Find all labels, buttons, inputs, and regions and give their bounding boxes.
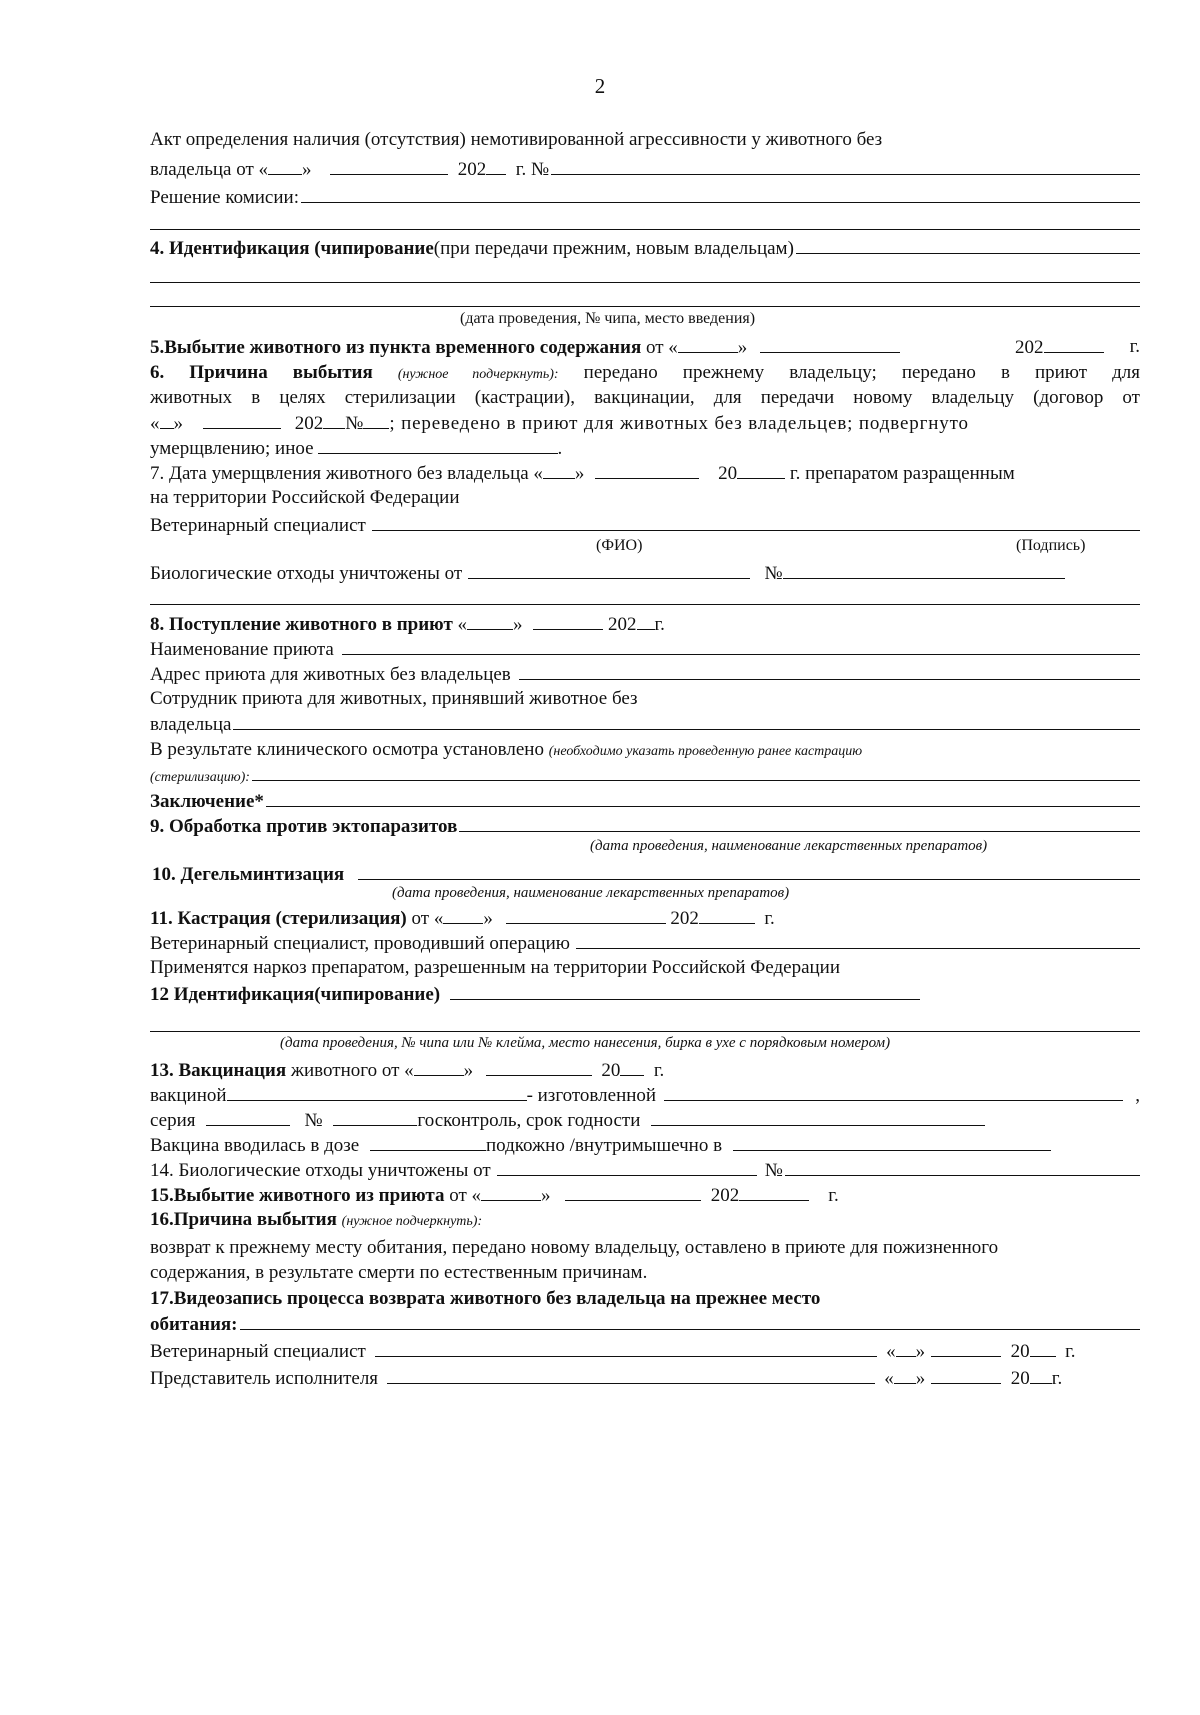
section-17-video-field[interactable]: [240, 1312, 1140, 1330]
section-7-q: »: [574, 463, 585, 484]
section-17-title-2: [150, 1312, 1140, 1338]
vaccine-dose-label: Вакцина вводилась в дозе: [150, 1135, 360, 1156]
exam-row-2: [150, 763, 1140, 789]
section-5-quote: »: [737, 337, 748, 358]
act-number-label: г. №: [515, 159, 550, 180]
signature-vet-q1: «: [886, 1341, 896, 1362]
section-11-day-field[interactable]: [443, 906, 483, 924]
exam-note: (необходимо указать проведенную ранее кастрацию: [548, 744, 863, 759]
section-15-row: [150, 1183, 1140, 1209]
section-17-title-1: [150, 1287, 1140, 1313]
section-8-day-field[interactable]: [467, 612, 513, 630]
section-15-year-field[interactable]: [739, 1183, 809, 1201]
exam-field[interactable]: [252, 763, 1140, 781]
section-5-year-field[interactable]: [1044, 335, 1104, 353]
section-16-row: [150, 1208, 1140, 1234]
section-6-year-field[interactable]: [323, 411, 345, 429]
section-14-no-label: №: [764, 1160, 783, 1181]
section-4-row: [150, 236, 1140, 262]
section-6-number-label: №: [345, 413, 364, 434]
section-11-row: [150, 906, 1140, 932]
section-13-day-field[interactable]: [414, 1058, 464, 1076]
section-6-month-field[interactable]: [203, 411, 281, 429]
vaccine-made-field[interactable]: [664, 1083, 1123, 1101]
signature-rep-q1: «: [884, 1368, 894, 1389]
signature-vet-year-field[interactable]: [1030, 1339, 1056, 1357]
section-15-q: »: [541, 1185, 551, 1206]
section-13-q: »: [463, 1060, 474, 1081]
shelter-address-label: Адрес приюта для животных без владельцев: [150, 664, 511, 685]
section-13-year-field[interactable]: [620, 1058, 644, 1076]
section-11-g: г.: [764, 908, 775, 929]
shelter-employee-line-1: Сотрудник приюта для животных, принявший животное без: [150, 688, 638, 709]
section-10-caption: (дата проведения, наименование лекарственных препаратов): [392, 885, 790, 901]
act-year-label: 202: [457, 159, 487, 180]
vaccine-route-label: подкожно /внутримышечно в: [485, 1135, 723, 1156]
act-decision-row: [150, 185, 1140, 211]
section-7-year-label: 20: [718, 463, 738, 484]
section-7-day-field[interactable]: [543, 461, 575, 479]
section-14-no-field[interactable]: [785, 1158, 1140, 1176]
section-6-day-field[interactable]: [160, 411, 174, 429]
act-month-field[interactable]: [330, 157, 448, 175]
act-number-field[interactable]: [551, 157, 1140, 175]
vaccine-no-label: №: [304, 1110, 323, 1131]
section-15-g: г.: [828, 1185, 839, 1206]
exam-label: В результате клинического осмотра установлено: [150, 739, 544, 760]
section-6-q1: «: [150, 413, 160, 434]
section-7-bio-no-field[interactable]: [783, 561, 1065, 579]
section-10-title: 10. Дегельминтизация: [152, 864, 345, 885]
section-6-dot: .: [557, 438, 563, 459]
shelter-address-row: [150, 662, 1140, 688]
section-16-line-1: возврат к прежнему месту обитания, передано новому владельцу, оставлено в приюте для пожизненного: [150, 1237, 999, 1258]
signature-vet-field[interactable]: [375, 1339, 877, 1357]
section-11-month-field[interactable]: [506, 906, 666, 924]
signature-rep-g: г.: [1051, 1368, 1063, 1389]
vaccine-field[interactable]: [227, 1083, 527, 1101]
shelter-employee-field[interactable]: [233, 712, 1140, 730]
vaccine-made-label: - изготовленной: [526, 1085, 657, 1106]
decision-field[interactable]: [301, 185, 1140, 203]
act-year-field[interactable]: [486, 157, 506, 175]
signature-rep-year-field[interactable]: [1030, 1366, 1052, 1384]
section-6-year-label: 202: [294, 413, 324, 434]
section-13-g: г.: [653, 1060, 665, 1081]
vaccine-series-field[interactable]: [206, 1108, 290, 1126]
section-6-number-field[interactable]: [363, 411, 389, 429]
vaccine-label: вакциной: [150, 1085, 227, 1106]
section-17-title: 17.Видеозапись процесса возврата животного без владельца на прежнее место: [150, 1288, 821, 1309]
signature-rep-q2: »: [915, 1368, 926, 1389]
vaccine-series-row: [150, 1108, 1140, 1134]
vaccine-control-label: госконтроль, срок годности: [417, 1110, 641, 1131]
section-6-title: 6. Причина выбытия: [150, 362, 373, 383]
section-11-vet-field[interactable]: [576, 931, 1140, 949]
section-13-title: 13. Вакцинация: [150, 1060, 287, 1081]
section-7-bio-row: [150, 561, 1140, 587]
act-line-1: Акт определения наличия (отсутствия) немотивированной агрессивности у животного без: [150, 129, 883, 150]
section-7-vet-field[interactable]: [372, 513, 1140, 531]
act-day-field[interactable]: [268, 157, 302, 175]
section-6-line-3: [150, 411, 1140, 437]
section-17-title-end: обитания:: [150, 1314, 238, 1335]
section-4-field[interactable]: [796, 236, 1140, 254]
section-8-title: 8. Поступление животного в приют: [150, 614, 453, 635]
section-6-q2: »: [173, 413, 183, 434]
shelter-employee-label: владельца: [150, 714, 232, 735]
section-5-year: [1015, 335, 1104, 360]
section-16-note: (нужное подчеркнуть):: [341, 1214, 483, 1229]
section-5-month-field[interactable]: [760, 335, 900, 353]
section-4-note: (при передачи прежним, новым владельцам): [433, 238, 794, 259]
section-5-year-label: 202: [1015, 337, 1044, 358]
section-7-drug-text: г. препаратом разращенным: [789, 463, 1015, 484]
exam-note-2: (стерилизацию):: [150, 770, 250, 785]
section-13-year-label: 20: [601, 1060, 621, 1081]
shelter-name-label: Наименование приюта: [150, 639, 334, 660]
section-16-title: 16.Причина выбытия: [150, 1209, 337, 1230]
section-8-year-label: 202: [608, 614, 637, 635]
act-from-label: владельца от «: [150, 159, 269, 180]
conclusion-row: [150, 789, 1140, 815]
signature-vet-year-label: 20: [1010, 1341, 1030, 1362]
section-7-bio-date-field[interactable]: [468, 561, 750, 579]
vaccine-series-label: серия: [150, 1110, 196, 1131]
vaccine-route-field[interactable]: [733, 1133, 1051, 1151]
section-11-year-label: 202: [670, 908, 699, 929]
signature-vet-row: [150, 1339, 1140, 1365]
section-13-month-field[interactable]: [486, 1058, 592, 1076]
section-4-caption: (дата проведения, № чипа, место введения): [460, 310, 756, 327]
section-16-line-2: содержания, в результате смерти по естественным причинам.: [150, 1262, 648, 1283]
section-4-title: 4. Идентификация (чипирование: [150, 238, 434, 259]
section-7-vet-row: [150, 513, 1140, 539]
section-6-line-4: [150, 436, 1140, 462]
section-15-month-field[interactable]: [565, 1183, 701, 1201]
section-6-line-2: животных в целях стерилизации (кастрации), вакцинации, для передачи новому владельцу (договор от: [150, 387, 1140, 408]
act-line-2: [150, 157, 1140, 183]
section-11-vet-label: Ветеринарный специалист, проводивший операцию: [150, 933, 570, 954]
conclusion-label: Заключение*: [150, 791, 264, 812]
section-7-vet-label: Ветеринарный специалист: [150, 515, 366, 536]
exam-row: [150, 738, 1140, 764]
section-12-title: 12 Идентификация(чипирование): [150, 984, 441, 1005]
section-7-bio-no-label: №: [764, 563, 783, 584]
vaccine-expiry-field[interactable]: [651, 1108, 985, 1126]
section-4-rule-1: [150, 282, 1140, 283]
section-6-other-label: умерщвлению; иное: [150, 438, 314, 459]
section-12-rule: [150, 1031, 1140, 1032]
section-11-title: 11. Кастрация (стерилизация): [150, 908, 407, 929]
page-number: 2: [594, 74, 606, 98]
signature-vet-day-field[interactable]: [896, 1339, 916, 1357]
shelter-employee-row: [150, 712, 1140, 738]
section-5-day-field[interactable]: [678, 335, 738, 353]
section-14-label: 14. Биологические отходы уничтожены от: [150, 1160, 491, 1181]
fio-caption: (ФИО): [596, 537, 643, 554]
section-8-year-field[interactable]: [637, 612, 655, 630]
signature-rep-row: [150, 1366, 1140, 1392]
section-11-vet-row: [150, 931, 1140, 957]
section-11-narcosis: Применятся наркоз препаратом, разрешенным на территории Российской Федерации: [150, 957, 841, 978]
section-7-label: 7. Дата умерщвления животного без владельца «: [150, 463, 543, 484]
section-7-month-field[interactable]: [595, 461, 699, 479]
section-12-field[interactable]: [450, 982, 920, 1000]
vaccine-dose-field[interactable]: [370, 1133, 486, 1151]
section-7-line-2: на территории Российской Федерации: [150, 487, 460, 508]
section-7-year-field[interactable]: [737, 461, 785, 479]
signature-vet-label: Ветеринарный специалист: [150, 1341, 366, 1362]
section-5-title: 5.Выбытие животного из пункта временного содержания: [150, 337, 642, 358]
section-14-date-field[interactable]: [497, 1158, 757, 1176]
section-11-q: »: [483, 908, 493, 929]
section-6-line-3-text: ; переведено в приют для животных без владельцев; подвергнуто: [389, 413, 969, 434]
section-11-year-field[interactable]: [699, 906, 755, 924]
section-14-row: [150, 1158, 1140, 1184]
section-13-from: животного от «: [286, 1060, 414, 1081]
section-15-day-field[interactable]: [481, 1183, 541, 1201]
shelter-address-field[interactable]: [519, 662, 1140, 680]
section-8-row: [150, 612, 1140, 638]
signature-rep-day-field[interactable]: [894, 1366, 916, 1384]
section-9-caption: (дата проведения, наименование лекарственных препаратов): [590, 838, 988, 854]
signature-rep-month-field[interactable]: [931, 1366, 1001, 1384]
vaccine-no-field[interactable]: [333, 1108, 417, 1126]
section-7-line-1: [150, 461, 1140, 487]
section-5-g: г.: [1129, 336, 1140, 357]
section-11-from: от «: [406, 908, 444, 929]
section-6-line-1-text: передано прежнему владельцу; передано в приют для: [583, 362, 1140, 383]
decision-rule: [150, 229, 1140, 230]
section-6-line-1: [150, 361, 1140, 387]
signature-vet-month-field[interactable]: [931, 1339, 1001, 1357]
section-10-field[interactable]: [358, 862, 1140, 880]
signature-rep-field[interactable]: [387, 1366, 875, 1384]
section-9-title: 9. Обработка против эктопаразитов: [150, 816, 458, 837]
shelter-name-row: [150, 637, 1140, 663]
section-12-row: [150, 982, 1140, 1008]
section-7-bio-label: Биологические отходы уничтожены от: [150, 563, 463, 584]
decision-label: Решение комисии:: [150, 187, 299, 208]
section-9-row: [150, 814, 1140, 840]
signature-vet-q2: »: [915, 1341, 926, 1362]
section-7-rule: [150, 604, 1140, 605]
section-5-row: [150, 335, 1140, 361]
section-6-note: (нужное подчеркнуть):: [397, 367, 559, 382]
section-6-other-field[interactable]: [318, 436, 558, 454]
section-4-rule-2: [150, 306, 1140, 307]
section-15-year-label: 202: [710, 1185, 740, 1206]
section-15-from: от «: [444, 1185, 482, 1206]
section-13-row: [150, 1058, 1140, 1084]
vaccine-comma: ,: [1135, 1085, 1140, 1106]
section-15-title: 15.Выбытие животного из приюта: [150, 1185, 445, 1206]
shelter-name-field[interactable]: [342, 637, 1140, 655]
conclusion-field[interactable]: [266, 789, 1140, 807]
section-8-month-field[interactable]: [533, 612, 603, 630]
act-quote: »: [302, 159, 312, 180]
section-8-q2: »: [513, 614, 523, 635]
vaccine-row: [150, 1083, 1140, 1109]
section-8-q1: «: [452, 614, 468, 635]
signature-vet-g: г.: [1065, 1341, 1076, 1362]
section-9-field[interactable]: [459, 814, 1140, 832]
vaccine-dose-row: [150, 1133, 1140, 1159]
section-12-caption: (дата проведения, № чипа или № клейма, место нанесения, бирка в ухе с порядковым номером): [280, 1035, 891, 1051]
section-5-from: от «: [641, 337, 678, 358]
signature-rep-label: Представитель исполнителя: [150, 1368, 379, 1389]
section-8-g: г.: [654, 614, 665, 635]
sign-caption: (Подпись): [1016, 537, 1086, 554]
signature-rep-year-label: 20: [1010, 1368, 1030, 1389]
